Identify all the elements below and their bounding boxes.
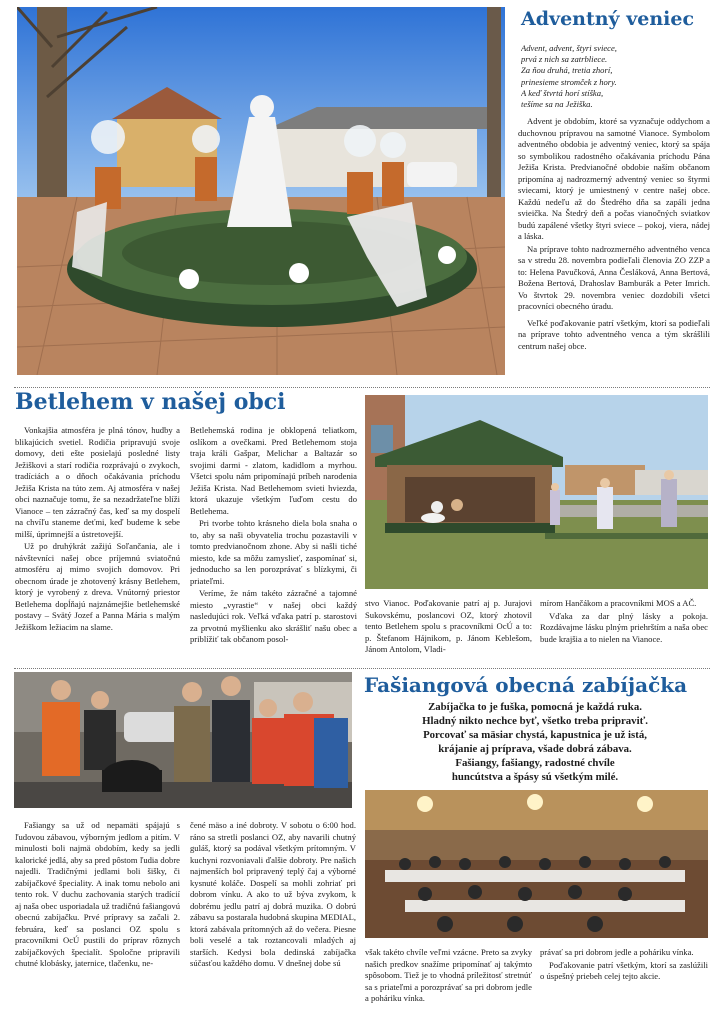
fasiangy-poem-line: Fašiangy, fašiangy, radostné chvíle xyxy=(455,757,615,770)
fasiangy-poem-line: huncútstva a špásy sú všetkým milé. xyxy=(451,771,619,784)
advent-wreath-image xyxy=(17,7,505,375)
betlehem-title: Betlehem v našej obci xyxy=(15,389,286,415)
betlehem-paragraph: mírom Hančákom a pracovníkmi MOS a AČ. xyxy=(540,598,697,608)
fasiangy-column-2 xyxy=(190,820,356,1020)
betlehem-column-4 xyxy=(540,598,708,660)
advent-poem-line: prvá z nich sa zatrbliece. xyxy=(521,54,608,65)
advent-wreath-photo xyxy=(17,7,505,375)
betlehem-paragraph: Pri tvorbe tohto krásneho diela bola snaha o to, aby sa naši obyvatelia trochu pozastavili v tomto predvianočnom zhone. Aby si našli tiché miesto, kde sa môžu zamyslieť, zaspomínať si, jednoducho sa len porozprávať s blízkymi, či priateľmi. xyxy=(190,518,357,586)
betlehem-column-3 xyxy=(365,598,532,660)
advent-paragraph: Veľké poďakovanie patrí všetkým, ktorí sa podieľali na príprave tohto adventného venca a tým skrášlili centrum našej obce. xyxy=(518,317,710,351)
fasiangy-column-3 xyxy=(365,947,532,1020)
section-divider xyxy=(14,387,710,388)
advent-article-body xyxy=(518,116,710,384)
fasiangy-poem-line: Hladný nikto nechce byť, všetko treba pripraviť. xyxy=(422,715,648,728)
fasiangy-paragraph: Fašiangy sa už od nepamäti spájajú s ľudovou zábavou, výborným jedlom a pitím. V minulosti boli najmä obdobím, kedy sa jedli kalorické jedlá, aby sa pred pôstom ľudia dobre najedli. Tradičnými jedlami boli šišky, či zabíjačkové špeciality. A inak tomu nebolo ani tento rok. V duchu zachovania starých tradícií aj naša obec usporiadala už tradičnú fašiangovú obecnú zabíjačku. Prvé prípravy sa začali 2. februára, keď sa poslanci OZ spolu s pracovníkmi OcÚ pustili do príprav rôznych zabíjačkových špecialít. Spoločne pripravili chutné klobásky, jaternice, tlačenku, ne- xyxy=(15,820,180,969)
advent-poem-line: Za ňou druhá, tretia zhorí, xyxy=(521,65,613,76)
fasiangy-poem-line: Zabíjačka to je fuška, pomocná je každá ruka. xyxy=(428,701,642,713)
advent-poem-line: prinesieme stromček z hory. xyxy=(521,76,617,87)
fasiangy-title: Fašiangová obecná zabíjačka xyxy=(364,673,688,697)
advent-poem-line: tešíme sa na Ježiška. xyxy=(521,98,593,109)
fasiangy-paragraph: Poďakovanie patrí všetkým, ktorí sa zaslúžili o úspešný priebeh celej tejto akcie. xyxy=(540,959,708,982)
advent-poem xyxy=(521,43,709,110)
nativity-scene-photo xyxy=(365,395,708,589)
betlehem-column-1 xyxy=(15,425,180,665)
group-people-image xyxy=(14,672,352,808)
fasiangy-column-1 xyxy=(15,820,180,1020)
advent-poem-line: A keď štvrtá horí stíška, xyxy=(521,87,604,98)
betlehem-column-2 xyxy=(190,425,357,665)
group-people-photo xyxy=(14,672,352,808)
hall-event-photo xyxy=(365,790,708,938)
fasiangy-column-4 xyxy=(540,947,708,1020)
betlehem-paragraph: Vďaka za dar plný lásky a pokoja. Rozdávajme lásku plným priehrštím a naša obec bude krajšia a to nielen na Vianoce. xyxy=(540,610,708,644)
fasiangy-paragraph: však takéto chvíle veľmi vzácne. Preto sa zvyky našich predkov snažíme pripomínať aj takýmto spôsobom. Tiež je to vhodná príležitosť stretnúť sa s priateľmi a porozprávať sa pri dobrom jedle a poháriku vínka. xyxy=(365,947,532,1004)
fasiangy-poem xyxy=(362,700,708,784)
fasiangy-poem-line: Porcovať sa mäsiar chystá, kapustnica je už istá, xyxy=(423,729,647,742)
betlehem-paragraph: Vonkajšia atmosféra je plná tónov, hudby a blikajúcich svetiel. Rodičia pripravujú svoje domovy, deti ešte posielajú posledné listy Ježiškovi a starí rodičia rozprávajú o zvykoch, tradíciách a o dňoch očakávania príchodu Ježiša Krista na túto zem. Aj atmosféra v našej obci naznačuje tomu, že sa nezadržateľne blíži Vianoce – ten zázračný čas, keď sa my dospelí na chvíľu staneme deťmi, keď budeme k sebe milší, úprimnejší a ústretovejší. xyxy=(15,425,180,539)
advent-paragraph: Na príprave tohto nadrozmerného adventného venca sa v stredu 28. novembra podieľali členovia ZO ZZP a to: Helena Pavučková, Anna Česláková, Anna Bertová, Božena Bertová, Drahoslav Bamburák a Peter Imrich. Vo štvrtok 29. novembra veniec dozdobili všetci pracovníci obecného úradu. xyxy=(518,243,710,312)
fasiangy-poem-line: krájanie aj príprava, všade dobrá zábava. xyxy=(438,743,632,756)
section-divider xyxy=(14,668,710,669)
betlehem-paragraph: Už po druhýkrát zažijú Soľančania, ale i návštevníci našej obce príjemnú sviatočnú atmosféru aj mimo svojich domovov. Pri obecnom úrade je zhotovený krásny Betlehem, ktorý je vyrobený z dreva. Vnútorný priestor Betlehema dopĺňajú najznámejšie betlehemské postavy – Svätý Jozef a Panna Mária s malým Ježiškom ležiacim na slame. xyxy=(15,541,180,632)
betlehem-paragraph: Betlehemská rodina je obklopená teliatkom, oslíkom a ovečkami. Pred Betlehemom stoja traja králi Gašpar, Melichar a Baltazár so svojimi darmi - zlatom, kadidlom a myrhou. Všetci spolu nám pripomínajú príbeh narodenia Ježiša Krista. Nad Betlehemom svieti hviezda, ktorá ukazuje všetkým ľuďom cestu do Betlehema. xyxy=(190,425,357,516)
advent-title: Adventný veniec xyxy=(521,8,695,30)
hall-event-image xyxy=(365,790,708,938)
advent-paragraph: Advent je obdobím, ktoré sa vyznačuje oddychom a duchovnou prípravou na samotné Vianoce. Symbolom adventného obdobia je adventný veniec, ktorý sa spája so symbolikou radostného očakávania príchodu Pána Ježiša Krista. Predvianočné obdobie naším občanom pripomína aj nadrozmerný adventný veniec so štyrmi sviecami, ktorý je umiestnený v centre našej obce. Každú nedeľu až do Štedrého dňa sa zapáli jedna svieička. Na Štedrý deň a počas vianočných sviatkov budú zapálené všetky štyri sviece – pokoj, viera, nádej a láska. xyxy=(518,116,710,242)
fasiangy-paragraph: právať sa pri dobrom jedle a poháriku vínka. xyxy=(540,947,694,957)
nativity-scene-image xyxy=(365,395,708,589)
fasiangy-paragraph: čené mäso a iné dobroty. V sobotu o 6:00 hod. ráno sa stretli poslanci OZ, aby navarili chutný guláš, ktorý sa podával všetkým prítomným. V kuchyni rozvoniavali ďalšie dobroty. Pre našich najmenších bol pripravený teplý čaj a výborné kysnuté koláče. Dospelí sa mohli zohriať pri dobrom vínku. A ako to už býva zvykom, k dobrému jedlu patrí aj dobrá muzika. O dobrú zábavu sa postarala hudobná skupina MEDIAL, ktorá zabávala prítomných až do večera. Piesne boli veselé a tak roztancovali mladých aj starších. Kedysi bola dedinská zabíjačka súčasťou každého domu. V dnešnej dobe sú xyxy=(190,820,356,969)
betlehem-paragraph: Veríme, že nám takéto zázračné a tajomné miesto „vyrastie“ v našej obci každý nasledujúci rok. Veľká vďaka patrí p. starostovi za prvotnú myšlienku ako skrášliť našu obec a priblížiť tak občanom posol- xyxy=(190,588,357,645)
advent-poem-line: Advent, advent, štyri sviece, xyxy=(521,43,617,53)
betlehem-paragraph: stvo Vianoc. Poďakovanie patrí aj p. Jurajovi Sukovskému, poslancovi OZ, ktorý zhotovil tento Betlehem spolu s pracovníkmi OcÚ a to: p. Štefanom Hájnikom, p. Jánom Keblešom, Jánom Antolom, Vladi- xyxy=(365,598,532,655)
